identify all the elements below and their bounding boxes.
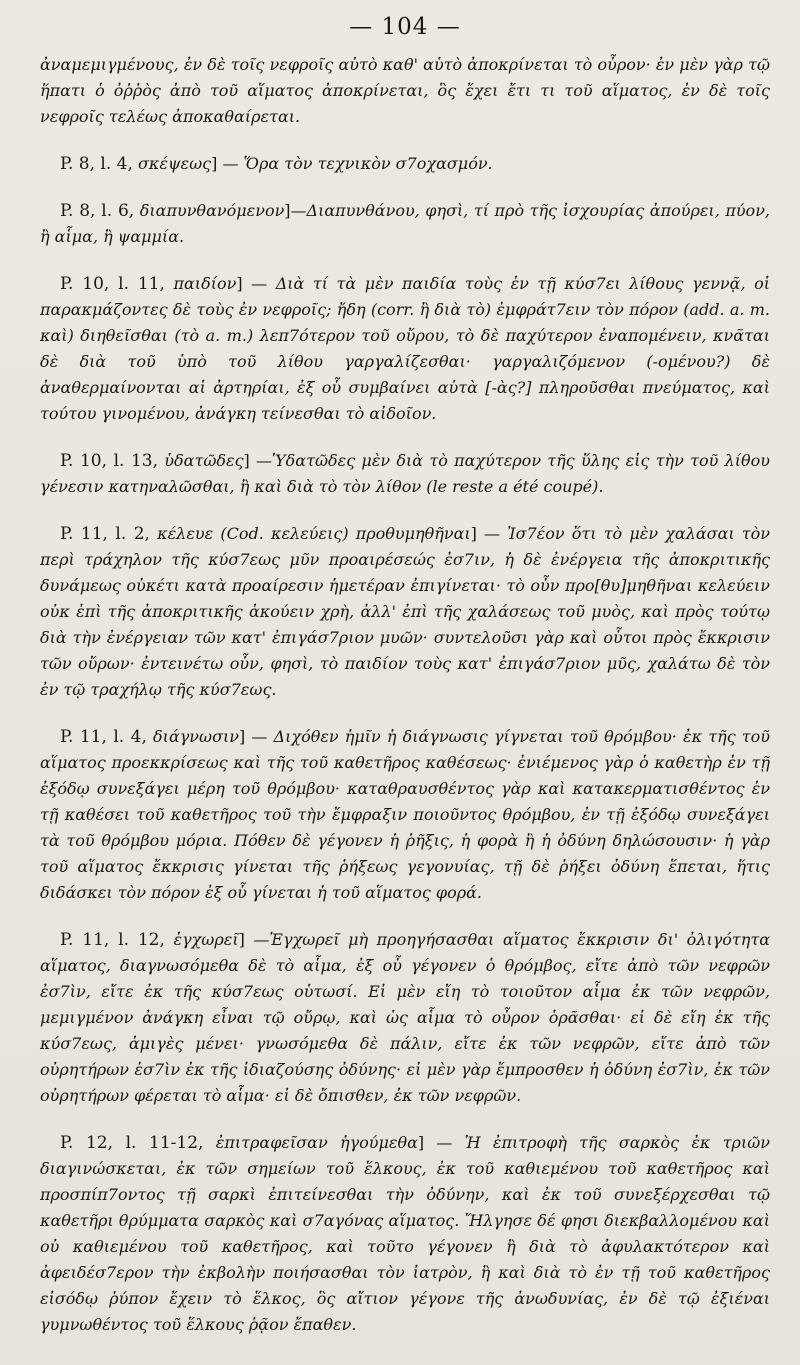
note-comment: Διαπυνθάνου, φησὶ, τί πρὸ τῆς ἰσχουρίας ἀπούρει, πύον, ἢ αἷμα, ἢ ψαμμία. bbox=[40, 201, 771, 246]
note-comment: Διχόθεν ἡμῖν ἡ διάγνωσις γίγνεται τοῦ θρόμβου· ἐκ τῆς τοῦ αἵματος προεκκρίσεως καὶ τῆς τοῦ καθετῆρος καθέσεως· ἐνιέμενος γὰρ ὁ καθετὴρ ἐν τῇ ἐξόδῳ συνεξάγει μέρη τοῦ θρόμβου· καταθραυσθέντος γὰρ καὶ κατακερματισθέντος ἐν τῇ καθέσει τοῦ καθετῆρος τοῦ τὴν ἔμφραξιν ποιοῦντος θρόμβου, ἐν τῇ ἐξόδῳ συνεξάγει τὰ τοῦ θρόμβου μόρια. Πόθεν δὲ γέγονεν ἡ ῥῆξις, ἡ φορὰ ἢ ἡ ὀδύνη δηλώσουσιν· ἡ γὰρ τοῦ αἵματος ἔκκρισις γίνεται τῆς ῥήξεως γεγονυίας, τῇ δὲ ῥήξει ὀδύνη ἕπεται, ἥτις διδάσκει τὸν πόρον ἐξ οὗ γίνεται ἡ τοῦ αἵματος φορά. bbox=[40, 727, 771, 902]
note-comment: Ἰσ7έον ὅτι τὸ μὲν χαλάσαι τὸν περὶ τράχηλον τῆς κύσ7εως μῦν προαιρέσεώς ἐσ7ιν, ἡ δὲ ἐνέργεια τῆς ἀποκριτικῆς δυνάμεως οὐκέτι κατὰ προαίρεσιν ἡμετέραν ἐπιγίνεται· τὸ οὖν προ[θυ]μηθῆναι κελεύειν οὐκ ἐπὶ τῆς ἀποκριτικῆς ἀκούειν χρὴ, ἀλλ' ἐπὶ τῆς χαλάσεως τοῦ μυὸς, καὶ πρὸς τούτῳ διὰ τὴν ἐνέργειαν τῶν κατ' ἐπιγάσ7ριον μυῶν· συντελοῦσι γὰρ καὶ οὗτοι πρὸς ἔκκρισιν τῶν οὔρων· ἐντεινέτω οὖν, φησὶ, τὸ παιδίον τοὺς κατ' ἐπιγάσ7ριον μῦς, χαλάτω δὲ τὸν ἐν τῷ τραχήλῳ τῆς κύσ7εως. bbox=[40, 524, 771, 699]
note-separator: ] — bbox=[243, 451, 273, 470]
note-separator: ] — bbox=[417, 1133, 453, 1152]
note-reference: P. 11, l. 2, bbox=[60, 524, 150, 544]
note-reference: P. 11, l. 4, bbox=[60, 727, 147, 747]
note-separator: ] — bbox=[236, 274, 268, 293]
note-p12-l11-12 bbox=[40, 1130, 770, 1338]
note-comment: Ἡ ἐπιτροφὴ τῆς σαρκὸς ἐκ τριῶν διαγινώσκεται, ἐκ τῶν σημείων τοῦ ἕλκους, ἐκ τοῦ καθιεμένου τοῦ καθετῆρος καὶ προσπίπ7οντος τῇ σαρκὶ ἐπιτείνεσθαι τὴν ὀδύνην, καὶ ἐκ τοῦ συνεξέρχεσθαι τῷ καθετῆρι θρύμματα σαρκὸς καὶ σ7αγόνας αἵματος. Ἤλγησε δέ φησι διεκβαλλομένου καὶ οὐ καθιεμένου τοῦ καθετῆρος, καὶ τοῦτο γέγονεν ἢ διὰ τὸ ἀφυλακτότερον καὶ ἀφειδέσ7ερον τὴν ἐκβολὴν ποιήσασθαι τὸν ἰατρὸν, ἢ καὶ διὰ τὸ ἐν τῇ τοῦ καθετῆρος εἰσόδῳ ῥύπον ἔχειν τὸ ἕλκος, ὃς αἴτιον γέγονε τῆς ἀνωδυνίας, ἐν δὲ τῷ ἐξιέναι γυμνωθέντος τοῦ ἕλκους ῥᾷον ἔπαθεν. bbox=[40, 1133, 770, 1334]
note-lemma: διάγνωσιν bbox=[153, 727, 239, 746]
note-lemma: ὑδατῶδες bbox=[164, 451, 244, 470]
note-reference: P. 10, l. 13, bbox=[60, 451, 159, 471]
note-lemma: σκέψεως bbox=[137, 154, 212, 173]
note-separator: ] — bbox=[238, 930, 270, 949]
note-separator: ] — bbox=[470, 524, 501, 543]
note-reference: P. 12, l. 11-12, bbox=[60, 1133, 204, 1153]
paragraph-continuation bbox=[40, 52, 770, 130]
note-lemma: παιδίον bbox=[173, 274, 237, 293]
note-lemma: διαπυνθανόμενον bbox=[139, 201, 285, 220]
note-lemma: ἐγχωρεῖ bbox=[173, 930, 239, 949]
note-lemma: ἐπιτραφεῖσαν ἡγούμεθα bbox=[215, 1133, 418, 1152]
note-comment: Ἐγχωρεῖ μὴ προηγήσασθαι αἵματος ἔκκρισιν δι' ὀλιγότητα αἵματος, διαγνωσόμεθα δὲ τὸ αἷμα, ἐξ οὗ γέγονεν ὁ θρόμβος, εἴτε ἀπὸ τῶν νεφρῶν ἐσ7ὶν, εἴτε ἐκ τῆς κύσ7εως οὑτωσί. Εἰ μὲν εἴη τὸ τοιοῦτον αἷμα ἐκ τῶν νεφρῶν, μεμιγμένον ἀνάγκη εἶναι τῷ οὔρῳ, καὶ ὡς αἷμα τὸ οὖρον ὁρᾶσθαι· εἰ δὲ εἴη ἐκ τῆς κύσ7εως, ἀμιγὲς μένει· γνωσόμεθα δὲ πάλιν, εἴτε ἐκ τῶν νεφρῶν, εἴτε ἀπὸ τῶν οὐρητήρων ἐσ7ὶν ἐκ τῆς ἰδιαζούσης ὀδύνης· εἰ μὲν γὰρ ἔμπροσθεν ἡ ὀδύνη ἐσ7ὶν, ἐκ τῶν οὐρητήρων φέρεται τὸ αἷμα· εἰ δὲ ὄπισθεν, ἐκ τῶν νεφρῶν. bbox=[40, 930, 770, 1105]
note-p11-l12 bbox=[40, 927, 770, 1109]
note-reference: P. 10, l. 11, bbox=[60, 274, 165, 294]
note-comment: Ὅρα τὸν τεχνικὸν σ7οχασμόν. bbox=[243, 154, 493, 173]
note-separator: ] — bbox=[239, 727, 268, 746]
note-p10-l13 bbox=[40, 448, 770, 500]
note-p11-l2 bbox=[40, 521, 770, 703]
note-separator: ]— bbox=[284, 201, 307, 220]
note-comment: Ὑδατῶδες μὲν διὰ τὸ παχύτερον τῆς ὕλης εἰς τὴν τοῦ λίθου γένεσιν κατηναλῶσθαι, ἢ καὶ διὰ τὸ τὸν λίθον (le reste a été coupé). bbox=[40, 451, 770, 496]
note-reference: P. 11, l. 12, bbox=[60, 930, 165, 950]
paragraph-comment: ἀναμεμιγμένους, ἐν δὲ τοῖς νεφροῖς αὐτὸ καθ' αὑτὸ ἀποκρίνεται τὸ οὖρον· ἐν μὲν γὰρ τῷ ἥπατι ὁ ὀῤῥὸς ἀπὸ τοῦ αἵματος ἀποκρίνεται, ὃς ἔχει ἔτι τι τοῦ αἵματος, ἐν δὲ τοῖς νεφροῖς τελέως ἀποκαθαίρεται. bbox=[40, 55, 770, 126]
note-p10-l11 bbox=[40, 271, 770, 427]
note-p8-l6 bbox=[40, 198, 770, 250]
note-separator: ] — bbox=[211, 154, 239, 173]
page-number: — 104 — bbox=[349, 14, 461, 40]
note-comment: Διὰ τί τὰ μὲν παιδία τοὺς ἐν τῇ κύσ7ει λίθους γεννᾷ, οἱ παρακμάζοντες δὲ τοὺς ἐν νεφροῖς; ἤδη (corr. ἢ διὰ τὸ) ἐμφράτ7ειν τὸν πόρον (add. a. m. καὶ) διηθεῖσθαι (τὸ a. m.) λεπ7ότερον τοῦ οὔρου, τὸ δὲ παχύτερον ἐναπομένειν, κνᾶται δὲ διὰ τοῦ ὑπὸ τοῦ λίθου γαργαλίζεσθαι· γαργαλιζόμενον (-ομένου?) δὲ ἀναθερμαίνονται αἱ ἀρτηρίαι, ἐξ οὗ συμβαίνει αὐτὰ [-ὰς?] πληροῦσθαι πνεύματος, καὶ τούτου γινομένου, ἀνάγκη τείνεσθαι τὸ αἰδοῖον. bbox=[40, 274, 771, 423]
note-p8-l4 bbox=[40, 151, 770, 177]
note-lemma: κέλευε (Cod. κελεύεις) προθυμηθῆναι bbox=[157, 524, 471, 543]
note-reference: P. 8, l. 6, bbox=[60, 201, 135, 221]
note-p11-l4 bbox=[40, 724, 770, 906]
note-reference: P. 8, l. 4, bbox=[60, 154, 133, 174]
